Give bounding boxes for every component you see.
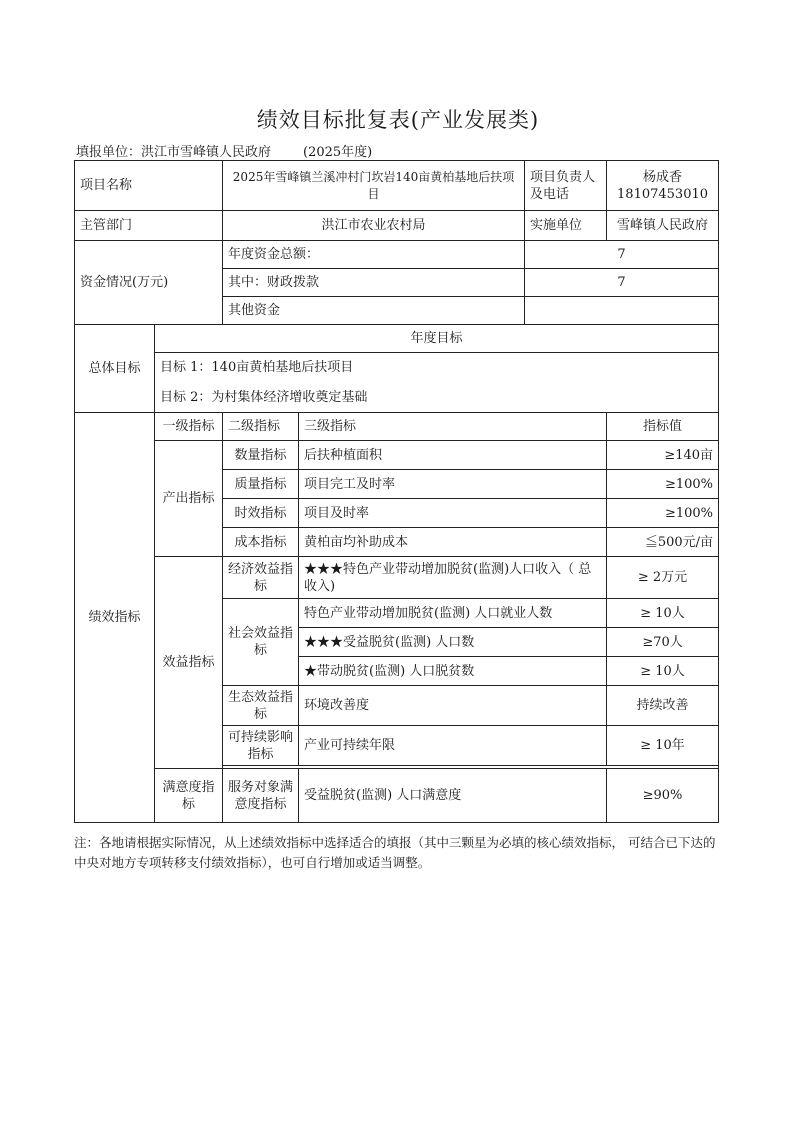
funds-fiscal-value: 7: [525, 269, 719, 297]
output-value-quantity: ≥140亩: [607, 441, 719, 470]
output-l2-cost: 成本指标: [223, 528, 299, 557]
benefit-value-social-1: ≥ 10人: [607, 599, 719, 628]
perf-label: 绩效指标: [75, 413, 155, 823]
benefit-l3-sustainable: 产业可持续年限: [299, 726, 607, 766]
perf-header-row: [75, 413, 719, 441]
contact-label: 项目负责人及电话: [525, 161, 607, 211]
funds-total-label: 年度资金总额：: [223, 241, 525, 269]
output-value-timeliness: ≥100%: [607, 499, 719, 528]
page-title: 绩效目标批复表(产业发展类): [256, 108, 540, 132]
benefit-value-ecological: 持续改善: [607, 686, 719, 726]
funds-other-label: 其他资金: [223, 297, 525, 325]
output-label: 产出指标: [155, 441, 223, 557]
output-l2-quality: 质量指标: [223, 470, 299, 499]
funds-total-value: 7: [525, 241, 719, 269]
report-year: (2025年度): [303, 145, 373, 160]
goal-item-2: 目标 2：为村集体经济增收奠定基础: [155, 383, 719, 413]
impl-value: 雪峰镇人民政府: [607, 211, 719, 241]
output-l2-quantity: 数量指标: [223, 441, 299, 470]
satisfaction-l2: 服务对象满意度指标: [223, 769, 299, 823]
benefit-value-social-2: ≥70人: [607, 628, 719, 657]
goal-item-1: 目标 1：140亩黄柏基地后扶项目: [155, 353, 719, 383]
goal-row-2: [75, 383, 719, 413]
benefit-l3-social-3: ★带动脱贫(监测) 人口脱贫数: [299, 657, 607, 686]
reporter-value: 洪江市雪峰镇人民政府: [141, 145, 272, 160]
reporter-line: [76, 141, 372, 160]
benefit-l3-social-2: ★★★受益脱贫(监测) 人口数: [299, 628, 607, 657]
benefit-l2-sustainable: 可持续影响指标: [223, 726, 299, 766]
benefit-l3-economic: ★★★特色产业带动增加脱贫(监测)人口收入（ 总收入): [299, 557, 607, 599]
satisfaction-value: ≥90%: [607, 769, 719, 823]
output-l3-cost: 黄柏亩均补助成本: [299, 528, 607, 557]
project-name-row: [75, 161, 719, 211]
dept-label: 主管部门: [75, 211, 223, 241]
output-l3-quality: 项目完工及时率: [299, 470, 607, 499]
output-value-cost: ≦500元/亩: [607, 528, 719, 557]
footnote: 注：各地请根据实际情况，从上述绩效指标中选择适合的填报（其中三颗星为必填的核心绩效指标， 可结合已下达的中央对地方专项转移支付绩效指标），也可自行增加或适当调整。: [74, 835, 716, 870]
output-row-quantity: [75, 441, 719, 470]
output-l3-quantity: 后扶种植面积: [299, 441, 607, 470]
goals-label: 总体目标: [75, 325, 155, 413]
funds-other-value: [525, 297, 719, 325]
output-l2-timeliness: 时效指标: [223, 499, 299, 528]
goal-row-1: [75, 353, 719, 383]
perf-header-level1: 一级指标: [155, 413, 223, 441]
benefit-l3-ecological: 环境改善度: [299, 686, 607, 726]
goals-header-row: [75, 325, 719, 353]
perf-header-level2: 二级指标: [223, 413, 299, 441]
contact-cell: [607, 161, 719, 211]
benefit-label: 效益指标: [155, 557, 223, 769]
benefit-value-sustainable: ≥ 10年: [607, 726, 719, 766]
satisfaction-l3: 受益脱贫(监测) 人口满意度: [299, 769, 607, 823]
benefit-l2-ecological: 生态效益指标: [223, 686, 299, 726]
benefit-l2-economic: 经济效益指标: [223, 557, 299, 599]
perf-header-level3: 三级指标: [299, 413, 607, 441]
contact-phone: 18107453010: [617, 186, 709, 202]
output-value-quality: ≥100%: [607, 470, 719, 499]
benefit-l3-social-1: 特色产业带动增加脱贫(监测) 人口就业人数: [299, 599, 607, 628]
project-name-label: 项目名称: [75, 161, 223, 211]
satisfaction-row: [75, 769, 719, 823]
perf-header-value: 指标值: [607, 413, 719, 441]
funds-row-total: [75, 241, 719, 269]
goals-header: 年度目标: [155, 325, 719, 353]
output-l3-timeliness: 项目及时率: [299, 499, 607, 528]
department-row: [75, 211, 719, 241]
funds-label: 资金情况(万元): [75, 241, 223, 325]
benefit-value-economic: ≥ 2万元: [607, 557, 719, 599]
dept-value: 洪江市农业农村局: [223, 211, 525, 241]
impl-label: 实施单位: [525, 211, 607, 241]
contact-name: 杨成香: [643, 169, 683, 185]
project-name-value: 2025年雪峰镇兰溪冲村门坎岩140亩黄柏基地后扶项目: [223, 161, 525, 211]
reporter-label: 填报单位：: [76, 145, 142, 160]
approval-table: [74, 160, 719, 823]
benefit-value-social-3: ≥ 10人: [607, 657, 719, 686]
benefit-l2-social: 社会效益指标: [223, 599, 299, 686]
satisfaction-label: 满意度指标: [155, 769, 223, 823]
funds-fiscal-label: 其中：财政拨款: [223, 269, 525, 297]
benefit-row-economic: [75, 557, 719, 599]
